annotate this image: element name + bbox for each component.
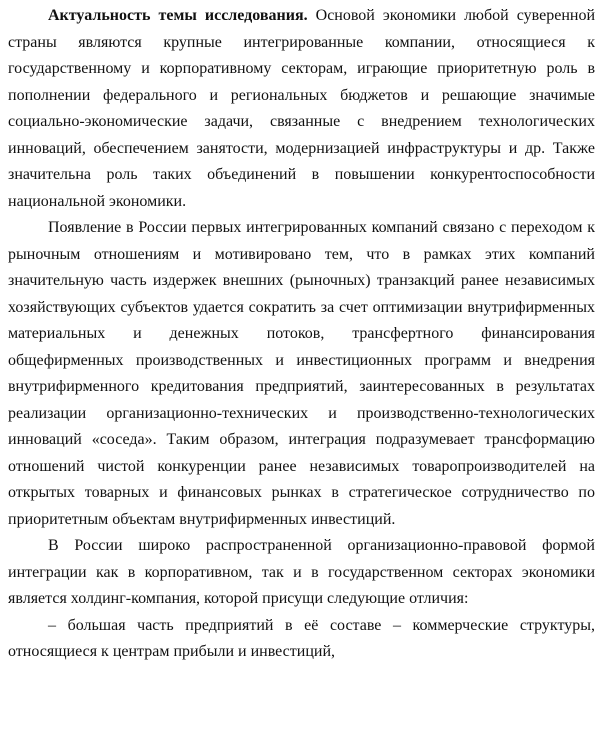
paragraph-integrated-companies: Появление в России первых интегрированных компаний связано с переходом к рыночным отношениям и мотивировано тем, что в рамках этих компаний значительную часть издержек внешних (рыночных) транзакций ранее независимых хозяйствующих субъектов удается сократить за счет оптимизации внутрифирменных материальных и денежных потоков, трансфертного финансирования общефирменных производственных и инвестиционных программ и внедрения внутрифирменного кредитования предприятий, заинтересованных в результатах реализации организационно-технических и производственно-технологических инноваций «соседа». Таким образом, интеграция подразумевает трансформацию отношений чистой конкуренции ранее независимых товаропроизводителей на открытых товарных и финансовых рынках в стратегическое сотрудничество по приоритетным объектам внутрифирменных инвестиций. — [8, 219, 595, 528]
paragraph-text: Основой экономики любой суверенной страны являются крупные интегрированные компании, относящиеся к государственному и корпоративному секторам, играющие приоритетную роль в пополнении федерального и региональных бюджетов и решающие значимые социально-экономические задачи, связанные с внедрением технологических инноваций, обеспечением занятости, модернизацией инфраструктуры и др. Также значительна роль таких объединений в повышении конкурентоспособности национальной экономики. — [8, 7, 595, 210]
paragraph-holding-company: В России широко распространенной организационно-правовой формой интеграции как в корпоративном, так и в государственном секторах экономики является холдинг-компания, которой присущи следующие отличия: — [8, 537, 595, 607]
list-item: – большая часть предприятий в её составе – коммерческие структуры, относящиеся к центрам прибыли и инвестиций, — [8, 616, 595, 660]
paragraph-lead-heading: Актуальность темы исследования. — [48, 7, 308, 24]
paragraph-relevance — [8, 3, 595, 215]
